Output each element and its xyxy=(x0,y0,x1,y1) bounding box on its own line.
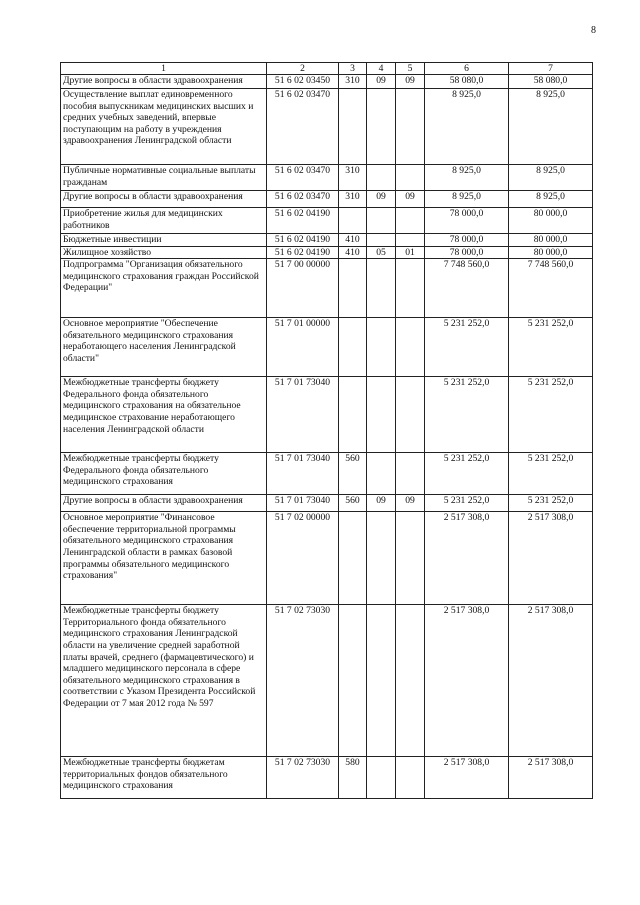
target-code-cell: 51 6 02 03470 xyxy=(267,165,339,191)
table-row xyxy=(61,234,593,247)
budget-table xyxy=(60,62,593,799)
amount-year-2-cell: 80 000,0 xyxy=(509,246,593,259)
amount-year-1-cell: 8 925,0 xyxy=(425,191,509,208)
item-name-cell: Межбюджетные трансферты бюджету Федерального фонда обязательного медицинского страхования xyxy=(61,453,267,495)
target-code-cell: 51 6 02 03470 xyxy=(267,191,339,208)
amount-year-1-cell: 5 231 252,0 xyxy=(425,495,509,512)
amount-year-1-cell: 78 000,0 xyxy=(425,234,509,247)
expense-type-cell: 310 xyxy=(339,165,367,191)
section-code-cell xyxy=(367,208,396,234)
subsection-code-cell: 09 xyxy=(396,75,425,89)
target-code-cell: 51 6 02 04190 xyxy=(267,246,339,259)
amount-year-2-cell: 5 231 252,0 xyxy=(509,495,593,512)
amount-year-2-cell: 80 000,0 xyxy=(509,208,593,234)
section-code-cell xyxy=(367,757,396,799)
table-row xyxy=(61,246,593,259)
subsection-code-cell xyxy=(396,318,425,377)
column-header: 4 xyxy=(367,63,396,75)
expense-type-cell xyxy=(339,377,367,453)
table-row xyxy=(61,512,593,605)
subsection-code-cell xyxy=(396,259,425,318)
target-code-cell: 51 7 02 73030 xyxy=(267,605,339,757)
expense-type-cell: 580 xyxy=(339,757,367,799)
table-row xyxy=(61,605,593,757)
amount-year-2-cell: 2 517 308,0 xyxy=(509,605,593,757)
column-header: 7 xyxy=(509,63,593,75)
expense-type-cell: 310 xyxy=(339,75,367,89)
section-code-cell xyxy=(367,318,396,377)
amount-year-1-cell: 8 925,0 xyxy=(425,165,509,191)
expense-type-cell xyxy=(339,512,367,605)
page-number: 8 xyxy=(591,25,596,36)
column-header: 6 xyxy=(425,63,509,75)
section-code-cell xyxy=(367,453,396,495)
subsection-code-cell: 01 xyxy=(396,246,425,259)
table-row xyxy=(61,89,593,165)
amount-year-1-cell: 7 748 560,0 xyxy=(425,259,509,318)
target-code-cell: 51 7 01 00000 xyxy=(267,318,339,377)
amount-year-2-cell: 5 231 252,0 xyxy=(509,377,593,453)
target-code-cell: 51 6 02 03470 xyxy=(267,89,339,165)
amount-year-1-cell: 2 517 308,0 xyxy=(425,757,509,799)
subsection-code-cell: 09 xyxy=(396,191,425,208)
table-row xyxy=(61,191,593,208)
table-row xyxy=(61,377,593,453)
item-name-cell: Межбюджетные трансферты бюджету Федерального фонда обязательного медицинского страхования на обязательное медицинское страхование неработающего населения Ленинградской области xyxy=(61,377,267,453)
amount-year-2-cell: 58 080,0 xyxy=(509,75,593,89)
section-code-cell xyxy=(367,512,396,605)
expense-type-cell: 560 xyxy=(339,453,367,495)
subsection-code-cell xyxy=(396,605,425,757)
target-code-cell: 51 7 01 73040 xyxy=(267,495,339,512)
table-row xyxy=(61,318,593,377)
subsection-code-cell xyxy=(396,208,425,234)
expense-type-cell xyxy=(339,89,367,165)
section-code-cell: 09 xyxy=(367,191,396,208)
subsection-code-cell xyxy=(396,234,425,247)
expense-type-cell xyxy=(339,208,367,234)
item-name-cell: Жилищное хозяйство xyxy=(61,246,267,259)
amount-year-2-cell: 7 748 560,0 xyxy=(509,259,593,318)
section-code-cell xyxy=(367,89,396,165)
expense-type-cell xyxy=(339,605,367,757)
target-code-cell: 51 7 00 00000 xyxy=(267,259,339,318)
expense-type-cell: 560 xyxy=(339,495,367,512)
item-name-cell: Осуществление выплат единовременного пособия выпускникам медицинских высших и средних учебных заведений, впервые поступающим на работу в учреждения здравоохранения Ленинградской области xyxy=(61,89,267,165)
column-number-row xyxy=(61,63,593,75)
item-name-cell: Бюджетные инвестиции xyxy=(61,234,267,247)
table-row xyxy=(61,75,593,89)
column-header: 5 xyxy=(396,63,425,75)
table-row xyxy=(61,757,593,799)
item-name-cell: Подпрограмма "Организация обязательного медицинского страхования граждан Российской Федерации" xyxy=(61,259,267,318)
section-code-cell xyxy=(367,165,396,191)
target-code-cell: 51 7 02 73030 xyxy=(267,757,339,799)
amount-year-1-cell: 5 231 252,0 xyxy=(425,377,509,453)
section-code-cell xyxy=(367,605,396,757)
section-code-cell: 09 xyxy=(367,495,396,512)
target-code-cell: 51 6 02 04190 xyxy=(267,208,339,234)
expense-type-cell: 410 xyxy=(339,246,367,259)
amount-year-2-cell: 2 517 308,0 xyxy=(509,757,593,799)
amount-year-2-cell: 5 231 252,0 xyxy=(509,453,593,495)
table-row xyxy=(61,495,593,512)
section-code-cell xyxy=(367,377,396,453)
amount-year-1-cell: 78 000,0 xyxy=(425,246,509,259)
item-name-cell: Публичные нормативные социальные выплаты гражданам xyxy=(61,165,267,191)
target-code-cell: 51 6 02 04190 xyxy=(267,234,339,247)
item-name-cell: Другие вопросы в области здравоохранения xyxy=(61,75,267,89)
amount-year-1-cell: 78 000,0 xyxy=(425,208,509,234)
section-code-cell: 05 xyxy=(367,246,396,259)
amount-year-1-cell: 58 080,0 xyxy=(425,75,509,89)
section-code-cell: 09 xyxy=(367,75,396,89)
amount-year-2-cell: 8 925,0 xyxy=(509,89,593,165)
item-name-cell: Основное мероприятие "Обеспечение обязательного медицинского страхования неработающего населения Ленинградской области" xyxy=(61,318,267,377)
subsection-code-cell: 09 xyxy=(396,495,425,512)
item-name-cell: Другие вопросы в области здравоохранения xyxy=(61,495,267,512)
amount-year-2-cell: 5 231 252,0 xyxy=(509,318,593,377)
target-code-cell: 51 7 01 73040 xyxy=(267,377,339,453)
subsection-code-cell xyxy=(396,165,425,191)
subsection-code-cell xyxy=(396,89,425,165)
table-row xyxy=(61,259,593,318)
amount-year-1-cell: 2 517 308,0 xyxy=(425,605,509,757)
section-code-cell xyxy=(367,234,396,247)
item-name-cell: Межбюджетные трансферты бюджету Территориального фонда обязательного медицинского страхования Ленинградской области на увеличение средней заработной платы врачей, среднего (фармацевтического) и младшего медицинского персонала в сфере обязательного медицинского страхования в соответствии с Указом Президента Российской Федерации от 7 мая 2012 года № 597 xyxy=(61,605,267,757)
subsection-code-cell xyxy=(396,757,425,799)
item-name-cell: Основное мероприятие "Финансовое обеспечение территориальной программы обязательного медицинского страхования Ленинградской области в рамках базовой программы обязательного медицинского страхования" xyxy=(61,512,267,605)
column-header: 3 xyxy=(339,63,367,75)
subsection-code-cell xyxy=(396,453,425,495)
item-name-cell: Межбюджетные трансферты бюджетам территориальных фондов обязательного медицинского страхования xyxy=(61,757,267,799)
expense-type-cell: 410 xyxy=(339,234,367,247)
expense-type-cell xyxy=(339,318,367,377)
subsection-code-cell xyxy=(396,512,425,605)
target-code-cell: 51 7 02 00000 xyxy=(267,512,339,605)
amount-year-2-cell: 8 925,0 xyxy=(509,165,593,191)
item-name-cell: Приобретение жилья для медицинских работников xyxy=(61,208,267,234)
column-header: 1 xyxy=(61,63,267,75)
target-code-cell: 51 7 01 73040 xyxy=(267,453,339,495)
amount-year-1-cell: 5 231 252,0 xyxy=(425,318,509,377)
amount-year-1-cell: 2 517 308,0 xyxy=(425,512,509,605)
target-code-cell: 51 6 02 03450 xyxy=(267,75,339,89)
item-name-cell: Другие вопросы в области здравоохранения xyxy=(61,191,267,208)
amount-year-1-cell: 5 231 252,0 xyxy=(425,453,509,495)
expense-type-cell xyxy=(339,259,367,318)
subsection-code-cell xyxy=(396,377,425,453)
table-row xyxy=(61,165,593,191)
section-code-cell xyxy=(367,259,396,318)
column-header: 2 xyxy=(267,63,339,75)
amount-year-2-cell: 80 000,0 xyxy=(509,234,593,247)
table-row xyxy=(61,208,593,234)
table-row xyxy=(61,453,593,495)
expense-type-cell: 310 xyxy=(339,191,367,208)
amount-year-2-cell: 2 517 308,0 xyxy=(509,512,593,605)
amount-year-1-cell: 8 925,0 xyxy=(425,89,509,165)
amount-year-2-cell: 8 925,0 xyxy=(509,191,593,208)
